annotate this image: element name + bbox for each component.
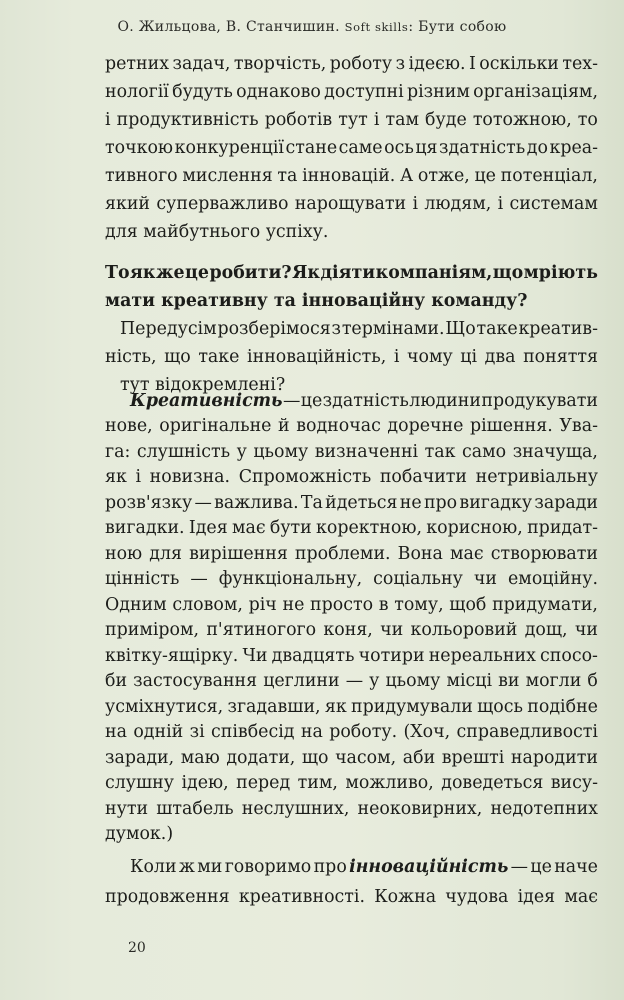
word: що <box>164 347 191 367</box>
word: що <box>492 263 524 283</box>
word: таке <box>476 319 518 339</box>
word: оскільки <box>479 54 559 74</box>
word: має <box>564 887 598 907</box>
word: емоційну. <box>508 569 598 590</box>
text-line <box>105 466 598 488</box>
word: здатність <box>439 138 526 158</box>
word: це <box>300 391 323 411</box>
word: можливо, <box>345 773 434 794</box>
word: доступні <box>324 82 404 102</box>
word: інновацій. <box>302 166 396 186</box>
word: створювати <box>490 543 598 564</box>
word: саме <box>338 138 383 158</box>
text-line <box>130 856 598 878</box>
word: штабель <box>156 798 234 819</box>
word: кольоровий <box>410 620 518 641</box>
word: здатність <box>322 391 409 411</box>
word: неоковирних, <box>357 798 483 819</box>
word: людини <box>409 391 481 411</box>
word: продуктивність <box>116 110 259 130</box>
running-header <box>0 19 624 35</box>
word: спосо- <box>540 645 598 666</box>
word: То <box>105 263 130 283</box>
word: заради, <box>105 747 175 768</box>
word: тех- <box>562 54 598 74</box>
word: людям, <box>424 194 492 214</box>
word: то <box>577 110 598 130</box>
word: у <box>369 671 380 692</box>
word: креатив- <box>518 319 598 339</box>
word: має <box>449 543 484 564</box>
word: нарощувати <box>294 194 407 214</box>
word: приміром, <box>105 620 200 641</box>
word: одній <box>133 722 184 743</box>
word: Креативність <box>130 391 283 411</box>
word: задач, <box>172 54 231 74</box>
word: справедливості <box>456 722 598 743</box>
word: нології <box>105 82 169 102</box>
word: тому, <box>394 594 444 615</box>
word: роботів <box>264 110 333 130</box>
text-line <box>105 53 598 75</box>
word: який <box>105 194 151 214</box>
word: продовження <box>105 887 230 907</box>
text-line <box>130 390 598 412</box>
word: рішення. <box>469 416 553 437</box>
word: ми <box>197 857 223 877</box>
word: ви <box>498 671 520 692</box>
word: ретних <box>105 54 170 74</box>
word: слушність <box>136 441 231 462</box>
word: тут відокремлені? <box>120 375 286 395</box>
word: думок.) <box>105 824 174 844</box>
word: — <box>190 569 208 590</box>
word: могли <box>525 671 582 692</box>
word: для майбутнього успіху. <box>105 222 329 242</box>
word: для <box>149 543 183 564</box>
word: буде <box>425 110 467 130</box>
text-line <box>105 747 598 769</box>
word: Коли <box>130 857 177 877</box>
word: нове, <box>105 416 153 437</box>
word: ці <box>460 347 478 367</box>
word: ж <box>178 857 195 877</box>
text-line <box>105 696 598 718</box>
text-line <box>105 415 598 437</box>
word: побачити <box>379 467 468 488</box>
word: говоримо <box>224 857 312 877</box>
word: суперважливо <box>156 194 289 214</box>
text-line <box>105 823 173 845</box>
word: два <box>484 347 516 367</box>
text-line <box>105 517 598 539</box>
word: бути <box>269 518 312 539</box>
word: однаково <box>236 82 321 102</box>
word: місці <box>446 671 493 692</box>
word: і <box>373 110 380 130</box>
word: будуть <box>172 82 233 102</box>
word: доведеться <box>441 773 544 794</box>
word: само <box>462 441 507 462</box>
word: з <box>331 319 342 339</box>
word: проблеми. <box>294 543 391 564</box>
word: до <box>526 138 548 158</box>
word: нереальних <box>428 645 536 666</box>
word: двадцять <box>271 645 355 666</box>
word: системам <box>509 194 598 214</box>
word: квітку-ящірку. <box>105 645 239 666</box>
word: — <box>345 671 364 692</box>
word: з <box>395 54 406 74</box>
word: — <box>510 857 529 877</box>
word: інноваційність, <box>247 347 387 367</box>
word: на <box>105 722 127 743</box>
word: неслушних, <box>241 798 350 819</box>
word: на <box>300 722 323 743</box>
word: річ <box>248 594 277 615</box>
word: Що <box>445 319 476 339</box>
header-authors: О. Жильцова, В. Станчишин. <box>117 19 345 35</box>
word: чудова <box>445 887 509 907</box>
text-line <box>105 798 598 820</box>
word: згадавши, <box>227 696 321 717</box>
word: маю <box>180 747 220 768</box>
word: креативності. <box>238 887 365 907</box>
text-line <box>105 772 598 794</box>
header-title: Soft skills <box>344 20 409 34</box>
word: врешті <box>441 747 505 768</box>
word: чи <box>473 569 497 590</box>
word: перед <box>236 773 291 794</box>
text-line <box>105 137 598 159</box>
word: це <box>185 263 209 283</box>
word: недотепних <box>490 798 598 819</box>
word: точкою <box>105 138 174 158</box>
text-line <box>105 441 598 463</box>
word: креа- <box>549 138 598 158</box>
text-line <box>105 886 598 908</box>
word: як <box>324 696 347 717</box>
word: (Хоч, <box>403 722 451 743</box>
text-line <box>105 262 598 284</box>
word: цінність <box>105 569 180 590</box>
word: Ува- <box>559 416 598 437</box>
word: Одним <box>105 594 167 615</box>
word: та <box>277 166 298 186</box>
word: творчість, <box>233 54 327 74</box>
word: цеглини <box>263 671 340 692</box>
word: нетривіальну <box>475 467 598 488</box>
word: інноваційність <box>349 857 509 877</box>
word: роботу <box>329 54 393 74</box>
word: що <box>301 747 329 768</box>
word: чому <box>406 347 453 367</box>
word: доречне <box>387 416 464 437</box>
word: ідею, <box>181 773 229 794</box>
text-line <box>105 721 598 743</box>
word: мислення <box>182 166 273 186</box>
word: компаніям, <box>375 263 493 283</box>
word: щоб <box>449 594 487 615</box>
word: соціальну <box>373 569 463 590</box>
word: отже, <box>417 166 470 186</box>
word: таке <box>198 347 240 367</box>
text-line <box>105 193 598 215</box>
word: не <box>282 594 305 615</box>
word: про <box>423 492 458 513</box>
text-line <box>105 670 598 692</box>
word: визначенні <box>314 441 419 462</box>
word: і <box>497 194 504 214</box>
word: — <box>194 492 212 513</box>
text-line <box>105 290 527 312</box>
word: різним <box>406 82 470 102</box>
word: новизна. <box>149 467 231 488</box>
word: аби <box>402 747 436 768</box>
text-line <box>105 645 598 667</box>
word: га: <box>105 441 131 462</box>
word: п'ятиногого <box>206 620 317 641</box>
word: коректною, <box>316 518 423 539</box>
word: народити <box>510 747 598 768</box>
word: чи <box>574 620 598 641</box>
word: розв'язку <box>105 492 193 513</box>
word: Передусім <box>120 319 217 339</box>
word: не <box>399 492 422 513</box>
word: тут <box>338 110 368 130</box>
word: як <box>105 467 127 488</box>
word: як <box>130 263 156 283</box>
word: в <box>378 594 389 615</box>
word: — <box>282 391 301 411</box>
word: наче <box>554 857 598 877</box>
word: мріють <box>523 263 598 283</box>
word: додати, <box>226 747 296 768</box>
word: усміхнутися, <box>105 696 224 717</box>
word: просто <box>310 594 374 615</box>
text-line <box>105 594 598 616</box>
text-line <box>105 346 598 368</box>
word: зі <box>189 722 205 743</box>
word: часом, <box>335 747 397 768</box>
word: А <box>400 166 414 186</box>
word: Кожна <box>374 887 437 907</box>
word: би <box>105 671 128 692</box>
word: це <box>474 166 496 186</box>
word: Ідея <box>188 518 228 539</box>
word: і <box>135 467 142 488</box>
word: же <box>155 263 185 283</box>
word: корисною, <box>426 518 523 539</box>
text-line <box>120 318 598 340</box>
word: це <box>530 857 552 877</box>
text-line <box>105 165 598 187</box>
word: коня, <box>323 620 373 641</box>
word: ідея <box>517 887 556 907</box>
word: Чи <box>242 645 268 666</box>
word: водночас <box>296 416 381 437</box>
word: співбесід <box>211 722 295 743</box>
word: придумати, <box>492 594 598 615</box>
word: розберімося <box>217 319 331 339</box>
word: поняття <box>523 347 598 367</box>
text-line <box>105 543 598 565</box>
word: Вона <box>397 543 443 564</box>
word: і <box>412 194 419 214</box>
word: йдеться <box>325 492 398 513</box>
word: і <box>105 110 111 130</box>
word: словом, <box>172 594 243 615</box>
word: Як <box>292 263 320 283</box>
word: так <box>424 441 456 462</box>
word: застосування <box>133 671 258 692</box>
word: роботу. <box>329 722 398 743</box>
word: тим, <box>297 773 338 794</box>
word: продукувати <box>481 391 598 411</box>
header-subtitle: : Бути собою <box>408 19 507 35</box>
word: ною <box>105 543 143 564</box>
word: Спроможність <box>238 467 372 488</box>
word: потенціал, <box>500 166 598 186</box>
word: подібне <box>527 696 598 717</box>
word: придумували <box>351 696 473 717</box>
word: ця <box>415 138 438 158</box>
word: Та <box>300 492 323 513</box>
word: і <box>393 347 400 367</box>
word: цьому <box>385 671 441 692</box>
word: вигадку <box>459 492 533 513</box>
word: має <box>231 518 266 539</box>
text-line <box>105 568 598 590</box>
word: придат- <box>527 518 598 539</box>
word: б <box>587 671 598 692</box>
word: вирішення <box>189 543 288 564</box>
text-line <box>105 619 598 641</box>
word: робити? <box>209 263 292 283</box>
word: організаціям, <box>473 82 598 102</box>
word: щось <box>477 696 523 717</box>
word: ідеєю. <box>408 54 466 74</box>
word: й <box>278 416 290 437</box>
word: дощ, <box>524 620 568 641</box>
word: нути <box>105 798 149 819</box>
word: тотожною, <box>472 110 572 130</box>
word: діяти <box>320 263 376 283</box>
page-number: 20 <box>128 940 146 956</box>
text-line <box>105 109 598 131</box>
word: конкуренції <box>174 138 284 158</box>
text-line <box>105 81 598 103</box>
word: ність, <box>105 347 157 367</box>
word: чотири <box>358 645 425 666</box>
word: термінами. <box>341 319 445 339</box>
word: про <box>313 857 347 877</box>
word: функціональну, <box>218 569 363 590</box>
text-line <box>105 221 328 243</box>
word: цьому <box>253 441 309 462</box>
word: у <box>236 441 247 462</box>
word: чи <box>380 620 404 641</box>
word: заради <box>534 492 598 513</box>
word: значуща, <box>512 441 598 462</box>
word: тивного <box>105 166 178 186</box>
word: слушну <box>105 773 175 794</box>
word: стане <box>285 138 338 158</box>
word: оригінальне <box>159 416 272 437</box>
word: важлива. <box>214 492 299 513</box>
text-line <box>105 492 598 514</box>
word: вигадки. <box>105 518 185 539</box>
word: ось <box>384 138 414 158</box>
word: мати креативну та інноваційну команду? <box>105 291 528 311</box>
word: вису- <box>550 773 598 794</box>
word: там <box>385 110 419 130</box>
word: І <box>468 54 476 74</box>
